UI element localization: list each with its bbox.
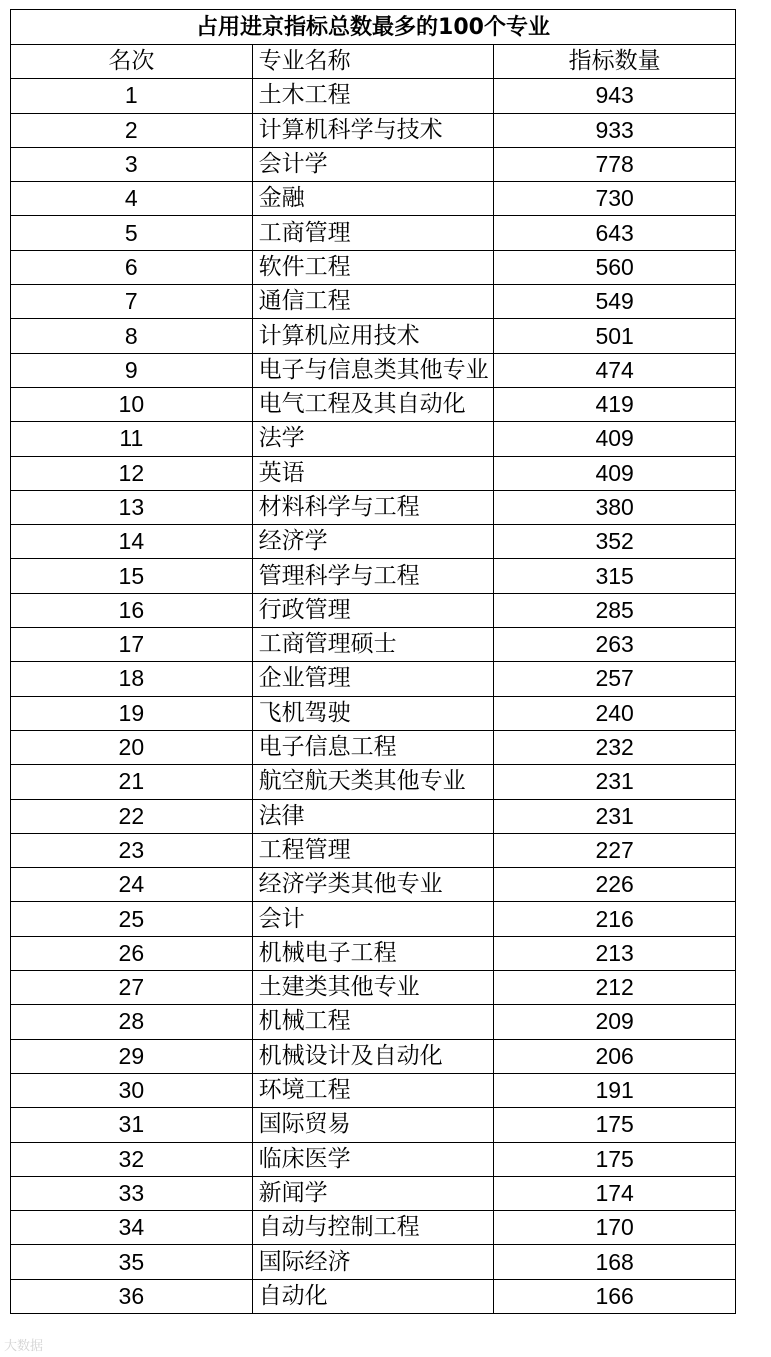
table-row (11, 559, 736, 593)
rank-cell: 30 (11, 1073, 253, 1107)
major-cell: 新闻学 (252, 1176, 494, 1210)
table-row (11, 765, 736, 799)
major-cell: 材料科学与工程 (252, 490, 494, 524)
major-cell: 软件工程 (252, 250, 494, 284)
table-row (11, 1176, 736, 1210)
major-cell: 会计 (252, 902, 494, 936)
count-cell: 943 (494, 79, 736, 113)
count-cell: 257 (494, 662, 736, 696)
table-row (11, 628, 736, 662)
table-row (11, 1279, 736, 1313)
table-row (11, 79, 736, 113)
major-cell: 企业管理 (252, 662, 494, 696)
count-cell: 380 (494, 490, 736, 524)
table-title: 占用进京指标总数最多的100个专业 (11, 10, 736, 45)
rank-cell: 32 (11, 1142, 253, 1176)
major-cell: 工商管理硕士 (252, 628, 494, 662)
table-row (11, 799, 736, 833)
major-cell: 计算机科学与技术 (252, 113, 494, 147)
count-cell: 226 (494, 868, 736, 902)
rank-cell: 31 (11, 1108, 253, 1142)
rank-cell: 34 (11, 1211, 253, 1245)
table-row (11, 1142, 736, 1176)
count-cell: 240 (494, 696, 736, 730)
major-header: 专业名称 (252, 45, 494, 79)
rank-cell: 35 (11, 1245, 253, 1279)
major-cell: 电气工程及其自动化 (252, 387, 494, 421)
count-cell: 227 (494, 833, 736, 867)
major-cell: 金融 (252, 182, 494, 216)
rank-cell: 5 (11, 216, 253, 250)
count-cell: 216 (494, 902, 736, 936)
count-cell: 409 (494, 422, 736, 456)
major-cell: 法律 (252, 799, 494, 833)
count-cell: 315 (494, 559, 736, 593)
count-cell: 168 (494, 1245, 736, 1279)
count-cell: 232 (494, 730, 736, 764)
rank-cell: 24 (11, 868, 253, 902)
rank-cell: 3 (11, 147, 253, 181)
major-cell: 临床医学 (252, 1142, 494, 1176)
rank-cell: 25 (11, 902, 253, 936)
rank-header: 名次 (11, 45, 253, 79)
rank-cell: 17 (11, 628, 253, 662)
count-cell: 730 (494, 182, 736, 216)
count-header: 指标数量 (494, 45, 736, 79)
table-row (11, 971, 736, 1005)
table-row (11, 868, 736, 902)
major-cell: 管理科学与工程 (252, 559, 494, 593)
table-row (11, 1005, 736, 1039)
count-cell: 174 (494, 1176, 736, 1210)
major-cell: 通信工程 (252, 285, 494, 319)
count-cell: 778 (494, 147, 736, 181)
major-cell: 机械工程 (252, 1005, 494, 1039)
table-row (11, 1108, 736, 1142)
major-cell: 国际经济 (252, 1245, 494, 1279)
major-cell: 环境工程 (252, 1073, 494, 1107)
majors-table (10, 9, 736, 1314)
count-cell: 170 (494, 1211, 736, 1245)
rank-cell: 6 (11, 250, 253, 284)
table-row (11, 422, 736, 456)
table-row (11, 147, 736, 181)
major-cell: 飞机驾驶 (252, 696, 494, 730)
count-cell: 352 (494, 525, 736, 559)
major-cell: 土木工程 (252, 79, 494, 113)
count-cell: 474 (494, 353, 736, 387)
major-cell: 电子与信息类其他专业 (252, 353, 494, 387)
table-row (11, 1039, 736, 1073)
table-row (11, 1245, 736, 1279)
table-row (11, 1073, 736, 1107)
table-row (11, 285, 736, 319)
table-row (11, 182, 736, 216)
table-body (11, 79, 736, 1314)
table-row (11, 936, 736, 970)
table-row (11, 216, 736, 250)
rank-cell: 4 (11, 182, 253, 216)
count-cell: 643 (494, 216, 736, 250)
count-cell: 213 (494, 936, 736, 970)
major-cell: 工程管理 (252, 833, 494, 867)
table-row (11, 250, 736, 284)
table-row (11, 319, 736, 353)
count-cell: 175 (494, 1108, 736, 1142)
count-cell: 419 (494, 387, 736, 421)
major-cell: 会计学 (252, 147, 494, 181)
major-cell: 电子信息工程 (252, 730, 494, 764)
rank-cell: 15 (11, 559, 253, 593)
rank-cell: 27 (11, 971, 253, 1005)
table-row (11, 1211, 736, 1245)
major-cell: 经济学 (252, 525, 494, 559)
table-row (11, 490, 736, 524)
count-cell: 501 (494, 319, 736, 353)
table-row (11, 662, 736, 696)
rank-cell: 21 (11, 765, 253, 799)
rank-cell: 29 (11, 1039, 253, 1073)
table-row (11, 593, 736, 627)
rank-cell: 11 (11, 422, 253, 456)
rank-cell: 28 (11, 1005, 253, 1039)
major-cell: 行政管理 (252, 593, 494, 627)
table-row (11, 387, 736, 421)
count-cell: 231 (494, 799, 736, 833)
count-cell: 549 (494, 285, 736, 319)
major-cell: 经济学类其他专业 (252, 868, 494, 902)
header-row (11, 45, 736, 79)
rank-cell: 23 (11, 833, 253, 867)
count-cell: 166 (494, 1279, 736, 1313)
count-cell: 209 (494, 1005, 736, 1039)
rank-cell: 13 (11, 490, 253, 524)
rank-cell: 26 (11, 936, 253, 970)
major-cell: 工商管理 (252, 216, 494, 250)
table-row (11, 113, 736, 147)
major-cell: 自动化 (252, 1279, 494, 1313)
rank-cell: 2 (11, 113, 253, 147)
rank-cell: 18 (11, 662, 253, 696)
rank-cell: 16 (11, 593, 253, 627)
table-row (11, 833, 736, 867)
watermark: 大数据 (4, 1339, 44, 1354)
rank-cell: 1 (11, 79, 253, 113)
table-row (11, 696, 736, 730)
table-row (11, 902, 736, 936)
major-cell: 航空航天类其他专业 (252, 765, 494, 799)
table-row (11, 353, 736, 387)
major-cell: 计算机应用技术 (252, 319, 494, 353)
count-cell: 191 (494, 1073, 736, 1107)
major-cell: 英语 (252, 456, 494, 490)
count-cell: 206 (494, 1039, 736, 1073)
rank-cell: 20 (11, 730, 253, 764)
count-cell: 175 (494, 1142, 736, 1176)
rank-cell: 9 (11, 353, 253, 387)
major-cell: 国际贸易 (252, 1108, 494, 1142)
table-row (11, 525, 736, 559)
count-cell: 409 (494, 456, 736, 490)
rank-cell: 33 (11, 1176, 253, 1210)
major-cell: 自动与控制工程 (252, 1211, 494, 1245)
major-cell: 机械电子工程 (252, 936, 494, 970)
count-cell: 212 (494, 971, 736, 1005)
title-row (11, 10, 736, 45)
count-cell: 231 (494, 765, 736, 799)
rank-cell: 14 (11, 525, 253, 559)
count-cell: 933 (494, 113, 736, 147)
table-row (11, 456, 736, 490)
table-row (11, 730, 736, 764)
major-cell: 土建类其他专业 (252, 971, 494, 1005)
major-cell: 机械设计及自动化 (252, 1039, 494, 1073)
count-cell: 560 (494, 250, 736, 284)
major-cell: 法学 (252, 422, 494, 456)
rank-cell: 7 (11, 285, 253, 319)
count-cell: 285 (494, 593, 736, 627)
rank-cell: 10 (11, 387, 253, 421)
rank-cell: 12 (11, 456, 253, 490)
rank-cell: 36 (11, 1279, 253, 1313)
rank-cell: 19 (11, 696, 253, 730)
count-cell: 263 (494, 628, 736, 662)
rank-cell: 22 (11, 799, 253, 833)
rank-cell: 8 (11, 319, 253, 353)
